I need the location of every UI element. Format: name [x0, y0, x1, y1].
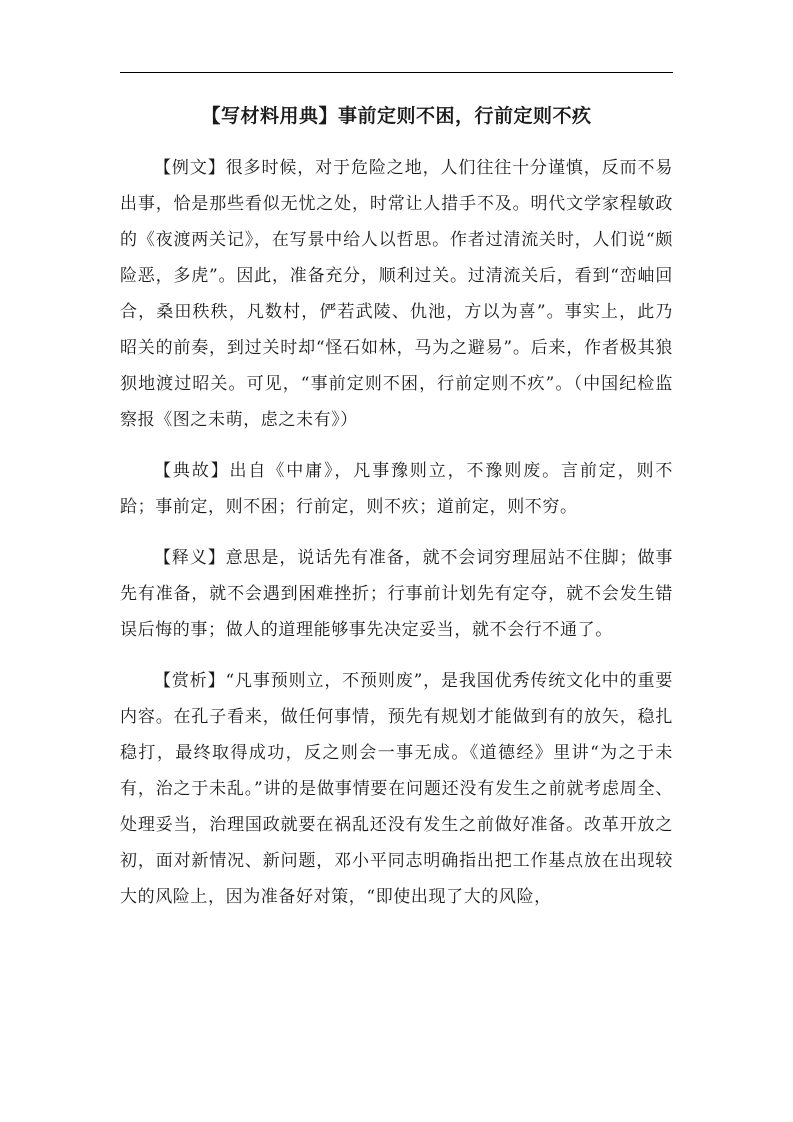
paragraph-tag: 【释义】: [154, 548, 226, 568]
paragraph-text: 出自《中庸》，凡事豫则立，不豫则废。言前定，则不跲；事前定，则不困；行前定，则不疚；道前定，则不穷。: [120, 461, 673, 517]
paragraph-tag: 【例文】: [154, 158, 226, 178]
paragraph-appreciation: [120, 663, 673, 915]
header-rule: [120, 72, 673, 73]
paragraph-example: [120, 150, 673, 438]
paragraph-tag: 【典故】: [154, 461, 230, 481]
paragraph-text: “凡事预则立，不预则废”，是我国优秀传统文化中的重要内容。在孔子看来，做任何事情，预先有规划才能做到有的放矢，稳扎稳打，最终取得成功，反之则会一事无成。《道德经》里讲“为之于未有，治之于未乱。”讲的是做事情要在问题还没有发生之前就考虑周全、处理妥当，治理国政就要在祸乱还没有发生之前做好准备。改革开放之初，面对新情况、新问题，邓小平同志明确指出把工作基点放在出现较大的风险上，因为准备好对策，“即使出现了大的风险，: [120, 671, 673, 907]
paragraph-allusion: [120, 453, 673, 525]
paragraph-text: 很多时候，对于危险之地，人们往往十分谨慎，反而不易出事，恰是那些看似无忧之处，时常让人措手不及。明代文学家程敏政的《夜渡两关记》，在写景中给人以哲思。作者过清流关时，人们说“颇险恶，多虎”。因此，准备充分，顺利过关。过清流关后，看到“峦岫回合，桑田秩秩，凡数村，俨若武陵、仇池，方以为喜”。事实上，此乃昭关的前奏，到过关时却“怪石如林，马为之避易”。后来，作者极其狼狈地渡过昭关。可见，“事前定则不困，行前定则不疚”。（中国纪检监察报《图之未萌，虑之未有》）: [120, 158, 674, 430]
paragraph-interpretation: [120, 540, 673, 648]
paragraph-text: 意思是，说话先有准备，就不会词穷理屈站不住脚；做事先有准备，就不会遇到困难挫折；行事前计划先有定夺，就不会发生错误后悔的事；做人的道理能够事先决定妥当，就不会行不通了。: [120, 548, 674, 640]
paragraph-tag: 【赏析】: [154, 671, 226, 691]
document-body: [120, 150, 673, 930]
document-title: 【写材料用典】事前定则不困，行前定则不疚: [201, 105, 592, 127]
